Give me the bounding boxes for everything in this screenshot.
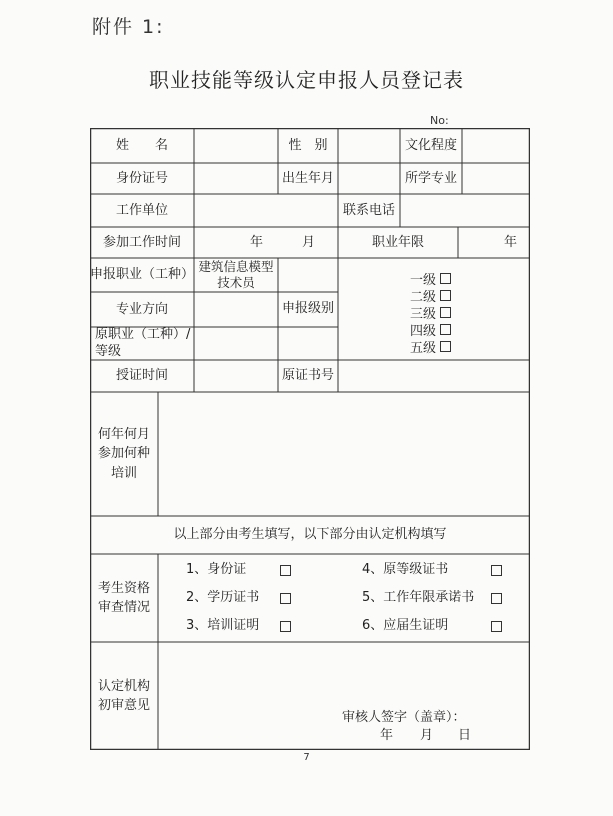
name-label: 姓 名 (115, 137, 168, 153)
checkbox-icon[interactable] (440, 341, 451, 352)
form-title: 职业技能等级认定申报人员登记表 (149, 68, 464, 92)
review-date-year: 年 (380, 728, 394, 744)
education-field[interactable] (462, 128, 530, 163)
level-option-label: 五级 (410, 341, 437, 356)
opinion-label-line1: 认定机构 (97, 678, 150, 694)
checklist-item-3-label: 3、培训证明 (186, 618, 260, 634)
occupation-value-line1: 建筑信息模型 (198, 259, 274, 275)
birth-date-field[interactable] (338, 163, 400, 194)
original-cert-label: 原证书号 (281, 368, 334, 384)
qualification-label-line2: 审查情况 (97, 600, 150, 615)
training-field[interactable] (158, 392, 530, 516)
workplace-label: 工作单位 (115, 202, 168, 218)
training-label-line2: 参加何种 (97, 446, 150, 462)
checkbox-icon[interactable] (440, 273, 451, 284)
work-start-month-unit: 月 (302, 234, 316, 250)
level-option-3[interactable] (410, 304, 451, 321)
original-occupation-field[interactable] (194, 327, 278, 360)
checklist-item-1-label: 1、身份证 (186, 562, 247, 578)
original-cert-field[interactable] (338, 360, 530, 392)
major-field[interactable] (462, 163, 530, 194)
checklist-item-6-label: 6、应届生证明 (362, 618, 449, 634)
level-option-5[interactable] (410, 338, 451, 355)
checkbox-icon[interactable] (491, 621, 502, 632)
serial-number-label: No: (430, 114, 449, 127)
checklist-item-4-label: 4、原等级证书 (362, 562, 449, 578)
work-start-year-unit: 年 (250, 234, 264, 250)
qualification-label (90, 554, 158, 642)
level-option-label: 二级 (410, 290, 437, 305)
original-occupation-label (90, 327, 194, 360)
checkbox-icon[interactable] (491, 593, 502, 604)
checkbox-icon[interactable] (280, 593, 291, 604)
checkbox-icon[interactable] (491, 565, 502, 576)
grant-time-field[interactable] (194, 360, 278, 392)
name-field[interactable] (194, 128, 278, 163)
checkbox-icon[interactable] (440, 307, 451, 318)
direction-field[interactable] (194, 292, 278, 327)
level-option-label: 四级 (410, 324, 437, 339)
career-years-unit: 年 (504, 234, 518, 250)
section-divider-text: 以上部分由考生填写，以下部分由认定机构填写 (173, 527, 447, 543)
work-start-label: 参加工作时间 (102, 234, 181, 250)
review-date-day: 日 (458, 728, 472, 744)
phone-label: 联系电话 (342, 202, 395, 218)
occupation-value[interactable] (194, 258, 278, 292)
occupation-label: 申报职业（工种） (90, 267, 195, 283)
training-label-line3: 培训 (110, 465, 137, 481)
career-years-label: 职业年限 (371, 234, 424, 250)
level-option-2[interactable] (410, 287, 451, 304)
major-label: 所学专业 (404, 170, 457, 186)
qualification-label-line1: 考生资格 (97, 580, 150, 596)
checkbox-icon[interactable] (280, 621, 291, 632)
grant-time-label: 授证时间 (115, 368, 168, 384)
page-number: 7 (303, 752, 310, 763)
level-option-4[interactable] (410, 321, 451, 338)
birth-date-label: 出生年月 (281, 170, 334, 186)
original-occupation-label-line1: 原职业（工种）/ (95, 326, 191, 342)
level-option-label: 三级 (410, 307, 437, 322)
original-occupation-label-line2: 等级 (95, 343, 122, 359)
checklist-item-2-label: 2、学历证书 (186, 590, 260, 606)
opinion-label (90, 642, 158, 750)
id-number-field[interactable] (194, 163, 278, 194)
level-option-label: 一级 (410, 273, 437, 288)
workplace-field[interactable] (194, 194, 338, 227)
checklist-item-5-label: 5、工作年限承诺书 (362, 590, 475, 606)
education-label: 文化程度 (404, 137, 457, 153)
id-number-label: 身份证号 (115, 170, 168, 186)
opinion-label-line2: 初审意见 (97, 698, 150, 713)
checkbox-icon[interactable] (280, 565, 291, 576)
phone-field[interactable] (400, 194, 530, 227)
review-date-month: 月 (420, 728, 434, 744)
attachment-label: 附件 1: (92, 16, 165, 38)
checkbox-icon[interactable] (440, 290, 451, 301)
apply-level-label: 申报级别 (281, 301, 334, 317)
checkbox-icon[interactable] (440, 324, 451, 335)
training-label (90, 392, 158, 516)
direction-label: 专业方向 (115, 301, 168, 317)
gender-field[interactable] (338, 128, 400, 163)
training-label-line1: 何年何月 (97, 426, 150, 442)
level-options (410, 270, 451, 355)
occupation-value-line2: 技术员 (217, 275, 255, 290)
level-option-1[interactable] (410, 270, 451, 287)
gender-label: 性 别 (288, 137, 328, 153)
reviewer-signature-label: 审核人签字（盖章）： (342, 710, 466, 726)
registration-form-table (90, 128, 530, 750)
opinion-field[interactable] (158, 642, 530, 712)
